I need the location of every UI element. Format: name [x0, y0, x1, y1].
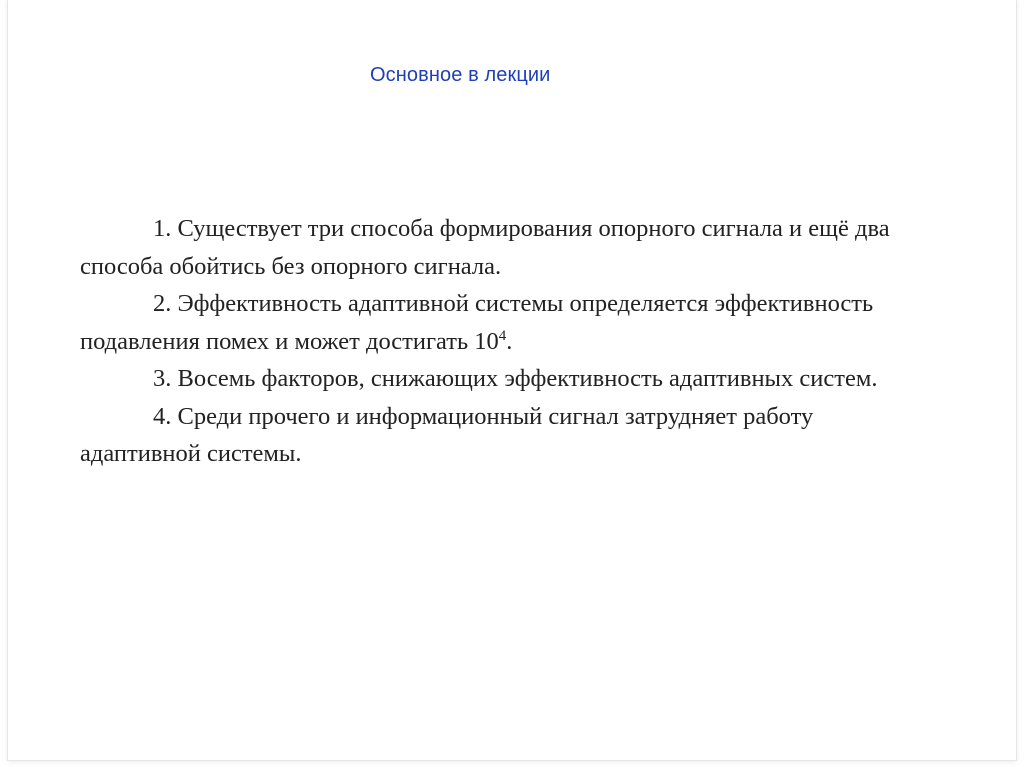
point-2-line-2-text: подавления помех и может достигать 10: [80, 327, 499, 355]
point-4-line-1: 4. Среди прочего и информационный сигнал затрудняет работу: [153, 402, 814, 430]
point-1-line-2: способа обойтись без опорного сигнала.: [80, 252, 502, 280]
point-2-line-2: [80, 323, 1004, 361]
point-1-line-1: 1. Существует три способа формирования опорного сигнала и ещё два: [153, 215, 890, 242]
slide-title: Основное в лекции: [370, 64, 551, 86]
exponent: 4: [498, 327, 507, 344]
slide: [8, 0, 1016, 760]
slide-body: [80, 210, 1004, 473]
point-2-line-2-end: .: [506, 327, 513, 355]
point-3-line-1: 3. Восемь факторов, снижающих эффективность адаптивных систем.: [153, 365, 878, 392]
point-2-line-1: 2. Эффективность адаптивной системы определяется эффективность: [153, 290, 874, 317]
point-4-line-2: адаптивной системы.: [80, 440, 302, 467]
